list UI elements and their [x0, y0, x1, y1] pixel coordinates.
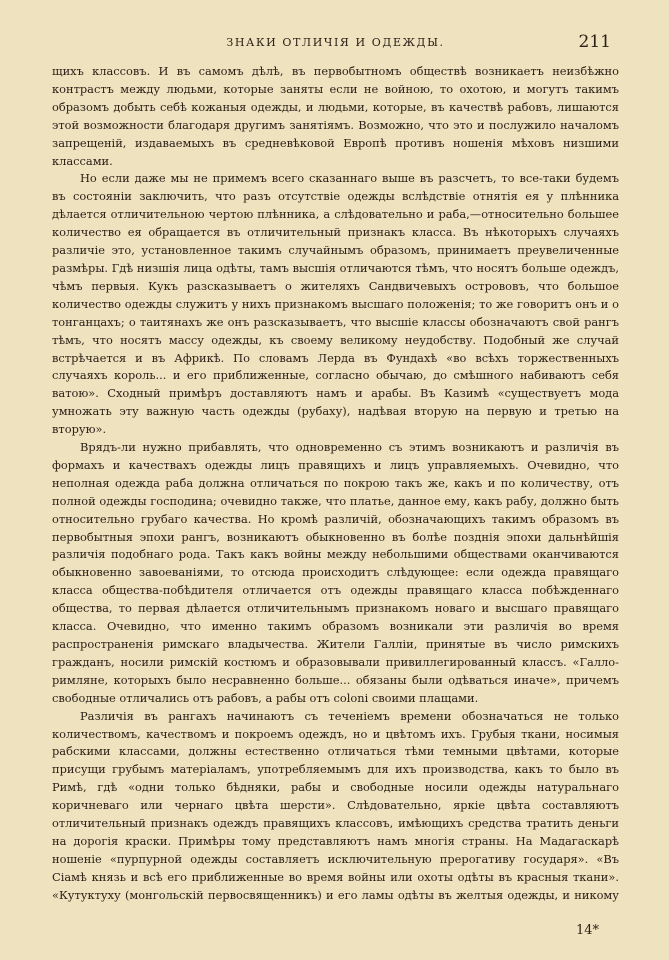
printer-signature: 14*: [575, 923, 599, 938]
paragraph-2: Но если даже мы не примемъ всего сказаннаго выше въ разсчетъ, то все-таки будемъ въ состояніи заключить, что разъ отсутствіе одежды вслѣдствіе отнятія ея у плѣнника дѣлается отличительною чертою плѣнника, а слѣдовательно и раба,—относительно большее количество ея обращается въ отличительный признакъ класса. Въ нѣкоторыхъ случаяхъ различіе это, установленное такимъ случайнымъ образомъ, принимаетъ преувеличенные размѣры. Гдѣ низшія лица одѣты, тамъ высшія отличаются тѣмъ, что носятъ больше одеждъ, чѣмъ первыя. Кукъ разсказываетъ о жителяхъ Сандвичевыхъ острововъ, что большое количество одежды служитъ у нихъ признакомъ высшаго положенія; то же говоритъ онъ и о тонганцахъ; о таитянахъ же онъ разсказываетъ, что высшіе классы обозначаютъ свой рангъ тѣмъ, что носятъ массу одежды, къ своему великому неудобству. Подобный же случай встрѣчается и въ Африкѣ. По словамъ Лерда въ Фундахѣ «во всѣхъ торжественныхъ случаяхъ король... и его приближенные, согласно обычаю, до смѣшного набиваютъ себя ватою». Сходный примѣръ доставляютъ намъ и арабы. Въ Казимѣ «существуетъ мода умножать эту важную часть одежды (рубаху), надѣвая вторую на первую и третью на вторую».: [52, 171, 619, 437]
paragraph-3: Врядъ-ли нужно прибавлять, что одновременно съ этимъ возникаютъ и различія въ формахъ и качествахъ одежды лицъ правящихъ и лицъ управляемыхъ. Очевидно, что неполная одежда раба должна отличаться по покрою такъ же, какъ и по количеству, отъ полной одежды господина; очевидно также, что платье, данное ему, какъ рабу, должно быть относительно грубаго качества. Но кромѣ различій, обозначающихъ такимъ образомъ въ первобытныя эпохи рангъ, возникаютъ обыкновенно въ болѣе позднія эпохи дальнѣйшія различія подобнаго рода. Такъ какъ войны между небольшими обществами оканчиваются обыкновенно завоеваніями, то отсюда происходитъ слѣдующее: если одежда правящаго класса общества-побѣдителя отличается отъ одежды правящаго класса побѣжденнаго общества, то первая дѣлается отличительнымъ признакомъ новаго и высшаго правящаго класса. Очевидно, что именно такимъ образомъ возникали эти различія во время распространенія римскаго владычества. Жители Галліи, принятые въ число римскихъ гражданъ, носили римскій костюмъ и образовывали привиллегированный классъ. «Галло-римляне, которыхъ было несравненно больше... обязаны были одѣваться иначе», причемъ свободные отличались отъ рабовъ, а рабы отъ coloni своими плащами.: [52, 440, 619, 705]
paragraph-4: Различія въ рангахъ начинаютъ съ теченіемъ времени обозначаться не только количествомъ, качествомъ и покроемъ одеждъ, но и цвѣтомъ ихъ. Грубыя ткани, носимыя рабскими классами, должны естественно отличаться тѣми темными цвѣтами, которые присущи грубымъ матеріаламъ, употребляемымъ для ихъ производства, какъ то было въ Римѣ, гдѣ «одни только бѣдняки, рабы и свободные носили одежды натуральнаго коричневаго или чернаго цвѣта шерсти». Слѣдовательно, яркіе цвѣта составляютъ отличительный признакъ одеждъ правящихъ классовъ, имѣющихъ средства тратить деньги на дорогія краски. Примѣры тому представляютъ намъ многія страны. На Мадагаскарѣ ношеніе «пурпурной одежды составляетъ исключительную прерогативу государя». «Въ Сіамѣ князь и всѣ его приближенные во время войны или охоты одѣты въ красныя ткани». «Кутуктуху (монгольскій первосвященникъ) и его ламы одѣты въ желтыя одежды, и никому: [52, 708, 619, 902]
paragraph-1: щихъ классовъ. И въ самомъ дѣлѣ, въ первобытномъ обществѣ возникаетъ неизбѣжно контрастъ между людьми, которые заняты если не войною, то охотою, и могутъ такимъ образомъ добыть себѣ кожаныя одежды, и людьми, которые, въ качествѣ рабовъ, лишаются этой возможности благодаря другимъ занятіямъ. Возможно, что это и послужило началомъ запрещеній, издаваемыхъ въ средневѣковой Европѣ противъ ношенія мѣховъ низшими классами.: [52, 64, 619, 168]
running-title: ЗНАКИ ОТЛИЧІЯ И ОДЕЖДЫ.: [226, 36, 445, 49]
body-text: [52, 63, 619, 904]
page-number: 211: [578, 32, 611, 52]
page-header: [52, 32, 619, 56]
